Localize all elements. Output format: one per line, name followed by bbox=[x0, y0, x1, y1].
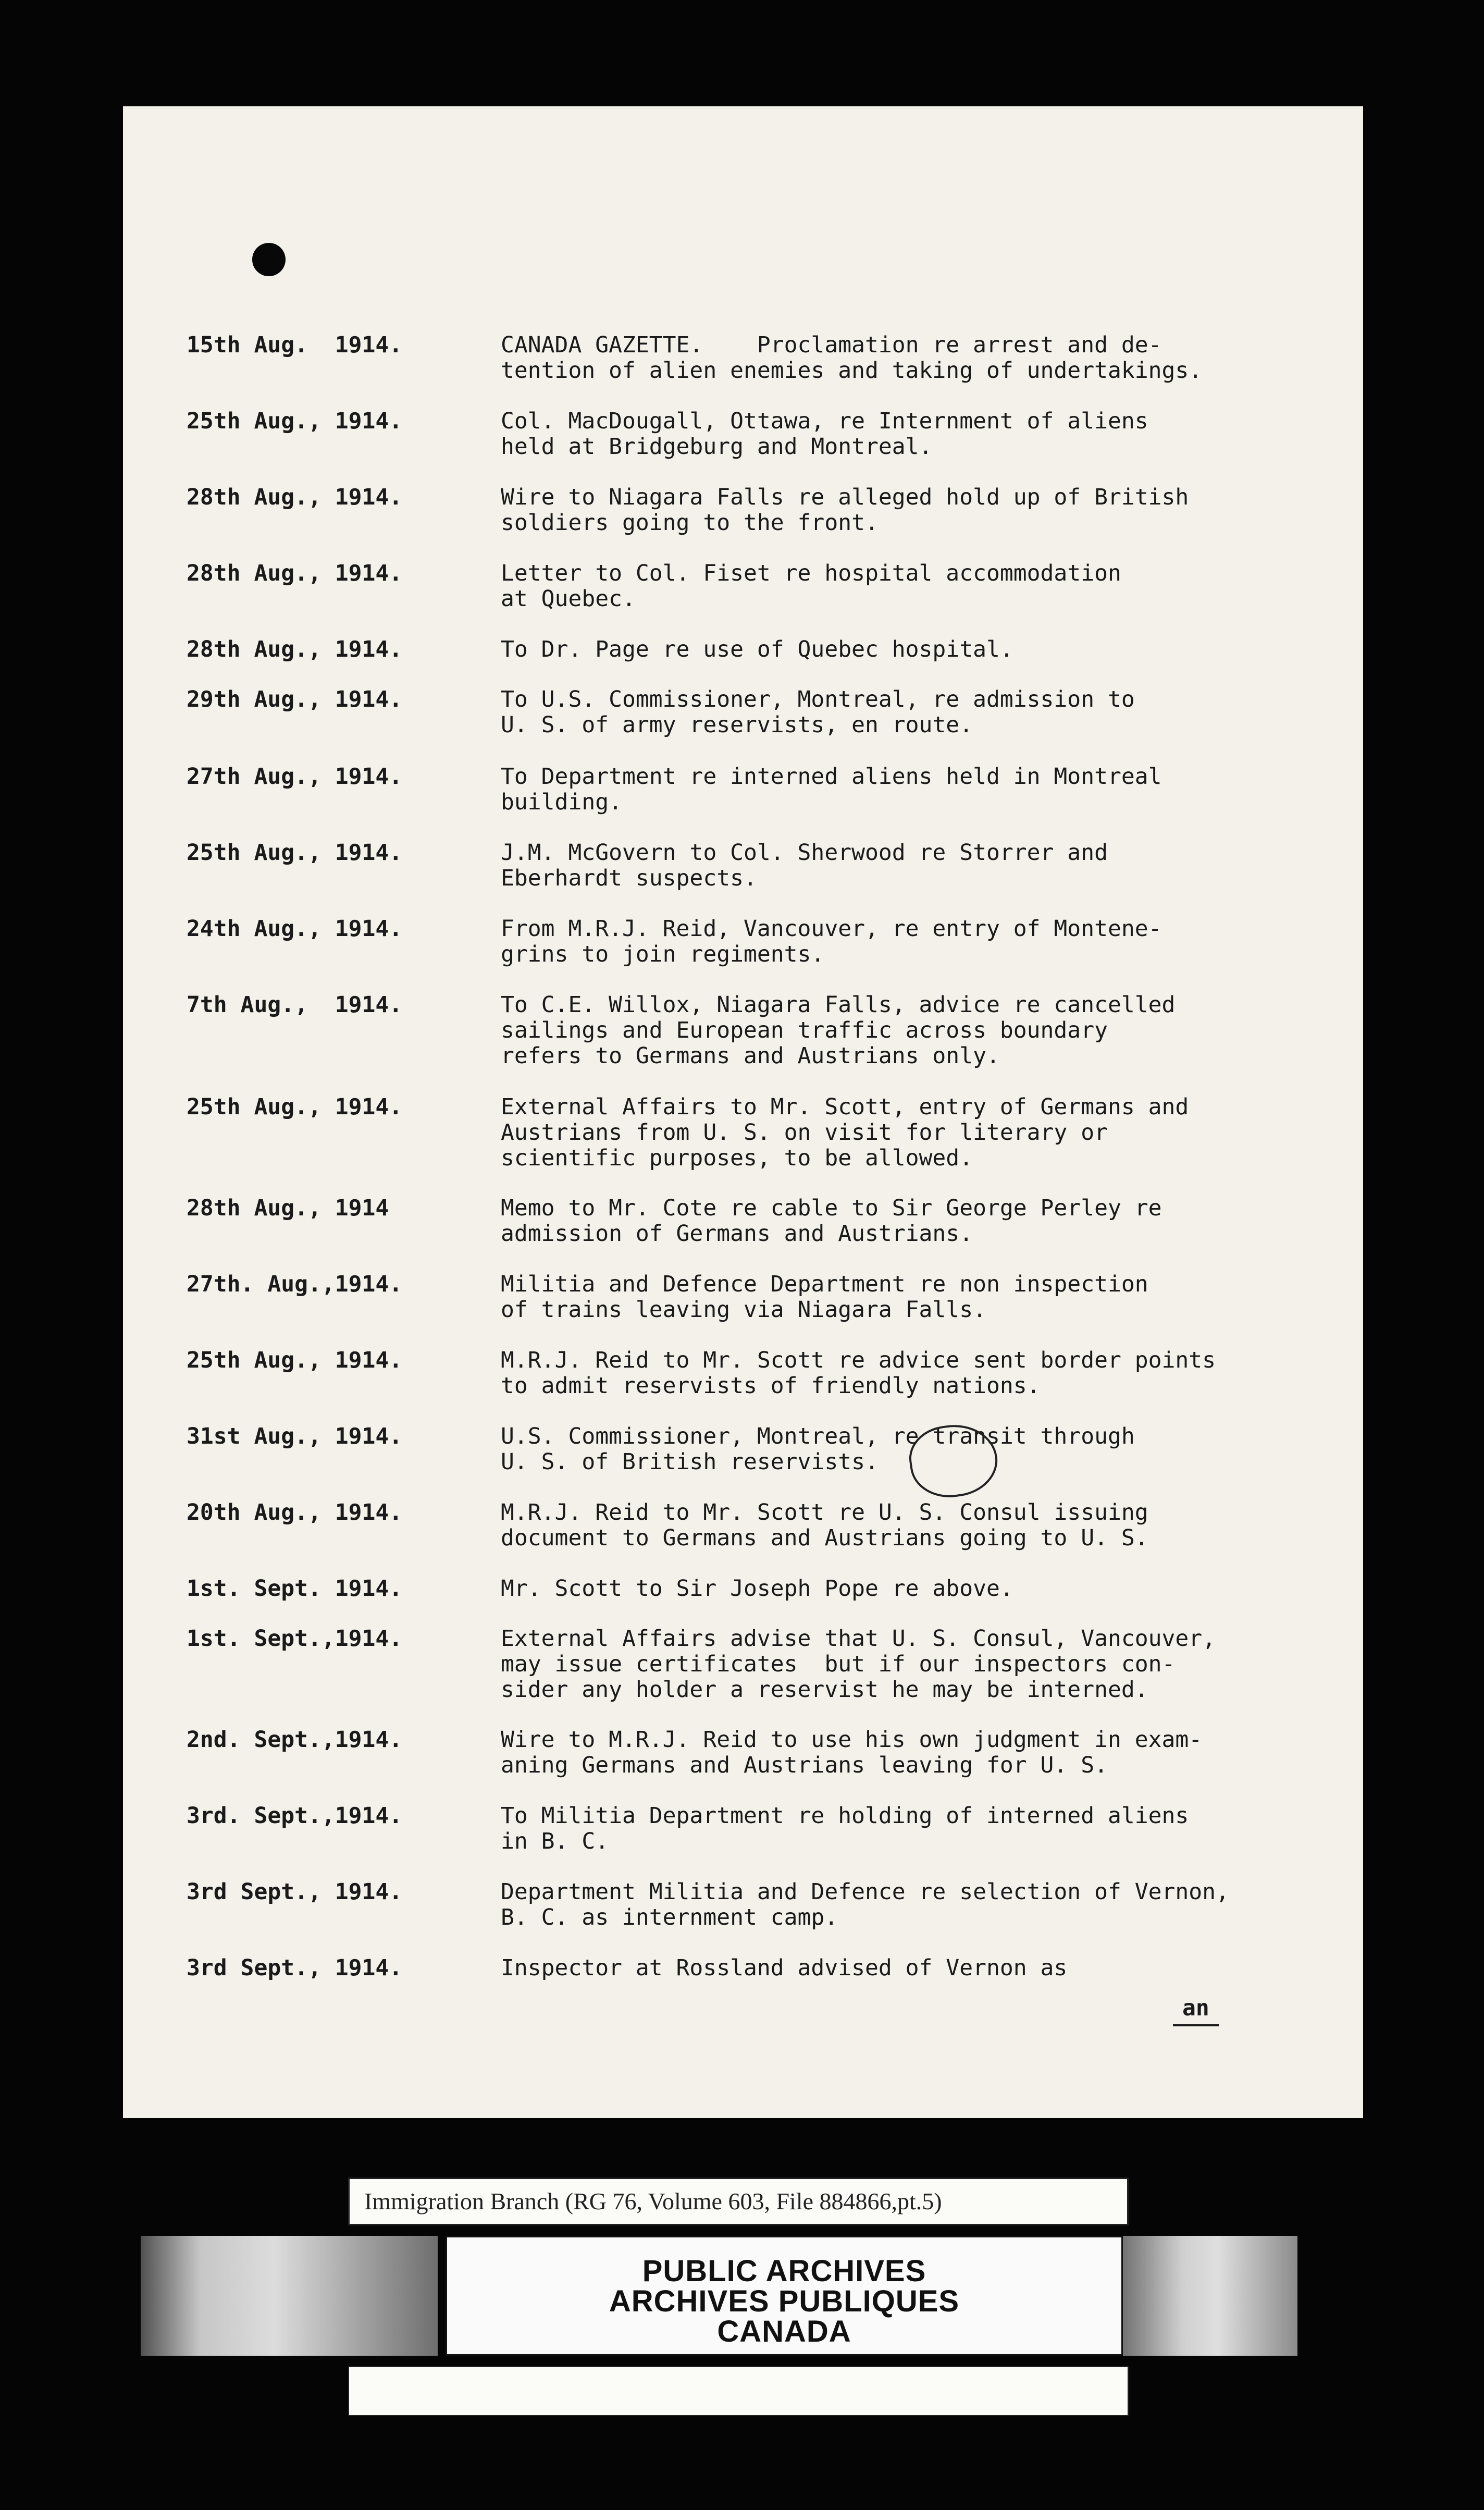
entry-description: Department Militia and Defence re selection of Vernon, B. C. as internment camp. bbox=[501, 1879, 1229, 1930]
entry-description: Militia and Defence Department re non inspection of trains leaving via Niagara Falls. bbox=[501, 1271, 1148, 1323]
entry-description: To Dr. Page re use of Quebec hospital. bbox=[501, 636, 1013, 662]
continuation-word: an bbox=[1173, 1995, 1219, 2026]
entry-description: External Affairs to Mr. Scott, entry of Germans and Austrians from U. S. on visit for literary or scientific purposes, to be allowed. bbox=[501, 1094, 1189, 1171]
entry-date: 27th. Aug.,1914. bbox=[187, 1271, 403, 1297]
stamp-line-1: PUBLIC ARCHIVES bbox=[642, 2254, 926, 2288]
mounting-tape-left bbox=[141, 2236, 438, 2356]
entry-date: 3rd. Sept.,1914. bbox=[187, 1803, 403, 1829]
entry-description: To Militia Department re holding of interned aliens in B. C. bbox=[501, 1803, 1189, 1854]
entry-date: 31st Aug., 1914. bbox=[187, 1423, 403, 1449]
entry-date: 2nd. Sept.,1914. bbox=[187, 1727, 403, 1753]
typed-page bbox=[123, 106, 1363, 2118]
entry-description: Wire to Niagara Falls re alleged hold up of British soldiers going to the front. bbox=[501, 484, 1189, 536]
entry-description: Wire to M.R.J. Reid to use his own judgment in exam- aning Germans and Austrians leaving for U. S. bbox=[501, 1727, 1203, 1778]
archives-stamp bbox=[446, 2236, 1123, 2356]
stamp-line-2: ARCHIVES PUBLIQUES bbox=[609, 2284, 960, 2318]
entry-date: 3rd Sept., 1914. bbox=[187, 1955, 403, 1981]
entry-description: J.M. McGovern to Col. Sherwood re Storrer and Eberhardt suspects. bbox=[501, 840, 1108, 891]
entry-description: M.R.J. Reid to Mr. Scott re advice sent border points to admit reservists of friendly nations. bbox=[501, 1347, 1216, 1399]
entry-description: External Affairs advise that U. S. Consul, Vancouver, may issue certificates but if our inspectors con- sider any holder a reservist he may be interned. bbox=[501, 1626, 1216, 1703]
entry-date: 27th Aug., 1914. bbox=[187, 764, 403, 790]
entry-date: 1st. Sept.,1914. bbox=[187, 1626, 403, 1652]
entry-description: CANADA GAZETTE. Proclamation re arrest and de- tention of alien enemies and taking of undertakings. bbox=[501, 332, 1203, 384]
entry-date: 28th Aug., 1914 bbox=[187, 1195, 389, 1221]
entry-description: To Department re interned aliens held in Montreal building. bbox=[501, 764, 1162, 815]
entry-description: Letter to Col. Fiset re hospital accommodation at Quebec. bbox=[501, 560, 1121, 612]
entry-date: 28th Aug., 1914. bbox=[187, 560, 403, 586]
entry-date: 28th Aug., 1914. bbox=[187, 484, 403, 510]
archive-reference-text: Immigration Branch (RG 76, Volume 603, File 884866,pt.5) bbox=[364, 2188, 942, 2214]
blank-label-strip bbox=[348, 2366, 1129, 2416]
entry-description: To C.E. Willox, Niagara Falls, advice re cancelled sailings and European traffic across boundary refers to Germans and Austrians only. bbox=[501, 992, 1176, 1069]
entry-date: 25th Aug., 1914. bbox=[187, 1347, 403, 1373]
entry-description: From M.R.J. Reid, Vancouver, re entry of Montene- grins to join regiments. bbox=[501, 916, 1162, 967]
entry-description: Memo to Mr. Cote re cable to Sir George Perley re admission of Germans and Austrians. bbox=[501, 1195, 1162, 1247]
stamp-line-3: CANADA bbox=[717, 2315, 851, 2348]
entry-list bbox=[123, 106, 1363, 2118]
entry-date: 15th Aug. 1914. bbox=[187, 332, 403, 358]
entry-date: 25th Aug., 1914. bbox=[187, 408, 403, 434]
entry-date: 7th Aug., 1914. bbox=[187, 992, 403, 1018]
entry-date: 28th Aug., 1914. bbox=[187, 636, 403, 662]
archive-reference-label bbox=[348, 2177, 1129, 2225]
entry-date: 1st. Sept. 1914. bbox=[187, 1576, 403, 1602]
entry-description: M.R.J. Reid to Mr. Scott re U. S. Consul issuing document to Germans and Austrians going to U. S. bbox=[501, 1499, 1148, 1551]
entry-description: U.S. Commissioner, Montreal, re transit through U. S. of British reservists. bbox=[501, 1423, 1135, 1475]
entry-description: Mr. Scott to Sir Joseph Pope re above. bbox=[501, 1576, 1013, 1602]
entry-description: Inspector at Rossland advised of Vernon as bbox=[501, 1955, 1068, 1981]
entry-date: 29th Aug., 1914. bbox=[187, 686, 403, 712]
entry-date: 3rd Sept., 1914. bbox=[187, 1879, 403, 1905]
entry-date: 20th Aug., 1914. bbox=[187, 1499, 403, 1525]
entry-description: To U.S. Commissioner, Montreal, re admission to U. S. of army reservists, en route. bbox=[501, 686, 1135, 738]
entry-date: 24th Aug., 1914. bbox=[187, 916, 403, 942]
entry-description: Col. MacDougall, Ottawa, re Internment of aliens held at Bridgeburg and Montreal. bbox=[501, 408, 1148, 460]
mounting-tape-right bbox=[1120, 2236, 1297, 2356]
entry-date: 25th Aug., 1914. bbox=[187, 840, 403, 866]
entry-date: 25th Aug., 1914. bbox=[187, 1094, 403, 1120]
